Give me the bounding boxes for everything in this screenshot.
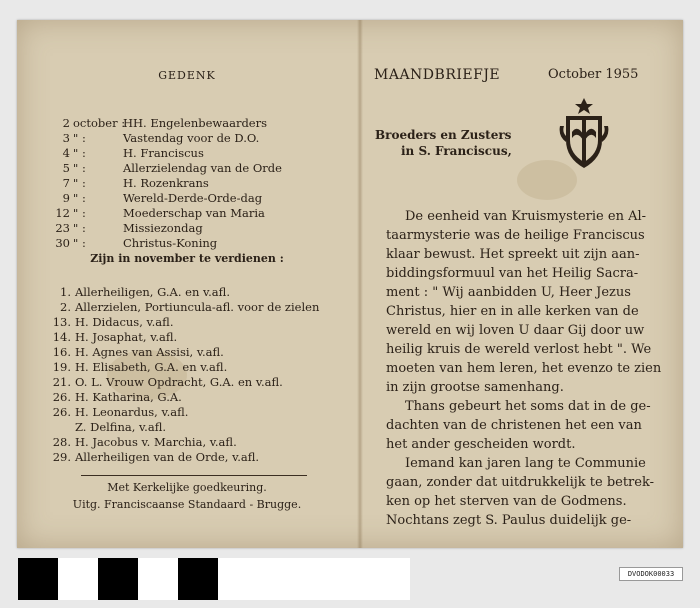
calendar-event: Moederschap van Maria (123, 206, 265, 220)
body-line: ment : " Wij aanbidden U, Heer Jezus (386, 285, 631, 300)
calendar-event: H. Rozenkrans (123, 176, 209, 190)
right-page (363, 20, 683, 548)
indulgence-text: H. Agnes van Assisi, v.afl. (75, 345, 224, 359)
body-line: biddingsformuul van het Heilig Sacra- (386, 266, 639, 281)
indulgence-text: O. L. Vrouw Opdracht, G.A. en v.afl. (75, 375, 283, 389)
indulgence-row (49, 330, 177, 345)
franciscan-crest-icon (558, 96, 610, 172)
calendar-row (43, 206, 265, 220)
indulgence-row (49, 405, 188, 420)
indulgence-number: 16. (52, 345, 71, 359)
calendar-row (43, 146, 204, 160)
gedenk-title: GEDENK (158, 69, 216, 82)
indulgence-text: Allerzielen, Portiuncula-afl. voor de zielen (75, 300, 320, 314)
indulgence-row (49, 435, 237, 450)
calendar-row (43, 116, 267, 130)
indulgence-row (49, 345, 224, 360)
calendar-day: 30 (55, 236, 70, 250)
indulgence-number: 1. (60, 285, 71, 299)
body-line: heilig kruis de wereld verlost hebt ". We (386, 342, 652, 357)
indulgence-number: 26. (52, 405, 71, 419)
body-line: ken op het sterven van de Godmens. (386, 494, 627, 509)
indulgence-number: 19. (52, 360, 71, 374)
body-line: wereld en wij loven U daar Gij door uw (386, 323, 645, 338)
body-line: Iemand kan jaren lang te Communie (405, 456, 646, 471)
indulgence-text: H. Katharina, G.A. (75, 390, 182, 404)
calendar-row (43, 221, 203, 235)
color-calibration-bar (18, 558, 410, 600)
calendar-month: " : (73, 191, 86, 205)
indulgence-row (49, 360, 227, 375)
indulgence-title: Zijn in november te verdienen : (90, 252, 284, 265)
calendar-day: 5 (62, 161, 70, 175)
calendar-day: 7 (62, 176, 70, 190)
left-page (17, 20, 357, 548)
body-line: De eenheid van Kruismysterie en Al- (405, 209, 647, 224)
indulgence-text: Allerheiligen, G.A. en v.afl. (75, 285, 230, 299)
indulgence-row (49, 315, 174, 330)
calendar-row (43, 191, 262, 205)
archive-reference-code: DVODOK00033 (619, 567, 683, 581)
calendar-day: 4 (62, 146, 70, 160)
indulgence-text: H. Josaphat, v.afl. (75, 330, 178, 344)
indulgence-row (49, 375, 283, 390)
calibration-block (178, 558, 218, 600)
body-line: Christus, hier en in alle kerken van de (386, 304, 639, 319)
indulgence-number: 28. (52, 435, 71, 449)
calendar-month: " : (73, 221, 86, 235)
body-line: het ander gescheiden wordt. (386, 437, 576, 452)
calendar-day: 9 (62, 191, 70, 205)
body-line: gaan, zonder dat uitdrukkelijk te betrek- (386, 475, 655, 490)
calendar-row (43, 176, 209, 190)
calendar-event: Missiezondag (123, 221, 203, 235)
calendar-month: october : (73, 116, 126, 130)
body-line: taarmysterie was de heilige Franciscus (386, 228, 645, 243)
calendar-row (43, 131, 259, 145)
footer-approval: Met Kerkelijke goedkeuring. (107, 481, 267, 494)
indulgence-row (49, 285, 230, 300)
calendar-event: Wereld-Derde-Orde-dag (123, 191, 263, 205)
indulgence-row (49, 390, 182, 405)
calendar-month: " : (73, 236, 86, 250)
calendar-event: Vastendag voor de D.O. (123, 131, 260, 145)
calendar-month: " : (73, 131, 86, 145)
indulgence-number: 14. (52, 330, 71, 344)
indulgence-number: 21. (52, 375, 71, 389)
footer-divider (81, 475, 307, 476)
indulgence-text: H. Jacobus v. Marchia, v.afl. (75, 435, 237, 449)
calendar-event: HH. Engelenbewaarders (123, 116, 268, 130)
indulgence-text: Z. Delfina, v.afl. (75, 420, 167, 434)
greeting-line-1: Broeders en Zusters (375, 128, 512, 142)
indulgence-number: 29. (52, 450, 71, 464)
leaflet-sheet (17, 20, 683, 548)
calendar-event: H. Franciscus (123, 146, 204, 160)
calendar-month: " : (73, 146, 86, 160)
calendar-day: 2 (62, 116, 70, 130)
footer-publisher: Uitg. Franciscaanse Standaard - Brugge. (72, 498, 302, 511)
maandbriefje-title: MAANDBRIEFJE (374, 67, 501, 83)
calibration-block (98, 558, 138, 600)
indulgence-text: H. Elisabeth, G.A. en v.afl. (75, 360, 228, 374)
calendar-event: Allerzielendag van de Orde (123, 161, 282, 175)
calendar-row (43, 161, 282, 175)
calibration-block (18, 558, 58, 600)
issue-date: October 1955 (548, 67, 639, 82)
body-line: Thans gebeurt het soms dat in de ge- (405, 399, 651, 414)
indulgence-row (49, 420, 166, 435)
indulgence-text: H. Leonardus, v.afl. (75, 405, 189, 419)
body-line: in zijn grootse samenhang. (386, 380, 564, 395)
body-line: Nochtans zegt S. Paulus duidelijk ge- (386, 513, 632, 528)
body-line: moeten van hem leren, het evenzo te zien (386, 361, 662, 376)
greeting-line-2: in S. Franciscus, (401, 144, 512, 158)
body-line: klaar bewust. Het spreekt uit zijn aan- (386, 247, 640, 262)
indulgence-number: 26. (52, 390, 71, 404)
calendar-day: 23 (55, 221, 70, 235)
indulgence-text: Allerheiligen van de Orde, v.afl. (75, 450, 260, 464)
indulgence-text: H. Didacus, v.afl. (75, 315, 174, 329)
indulgence-number: 2. (60, 300, 71, 314)
calendar-month: " : (73, 176, 86, 190)
indulgence-row (49, 300, 319, 315)
calendar-row (43, 236, 217, 250)
body-line: dachten van de christenen het een van (386, 418, 642, 433)
indulgence-row (49, 450, 259, 465)
calendar-day: 3 (62, 131, 70, 145)
calendar-event: Christus-Koning (123, 236, 218, 250)
calendar-day: 12 (55, 206, 70, 220)
calendar-month: " : (73, 206, 86, 220)
calendar-month: " : (73, 161, 86, 175)
indulgence-number: 13. (52, 315, 71, 329)
